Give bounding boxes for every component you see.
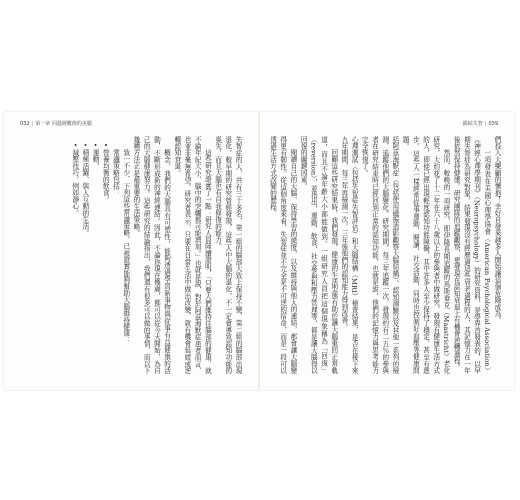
strategy-list: [70, 136, 111, 374]
right-page-body: [268, 136, 502, 374]
paragraph: 這些研究證實了一點：研究人員陸續證明，「只要人們維持住腦部的健康，就不論年紀大小，腦中的突觸都可能增加。」也就是說，對於阿茲海默症患者而言，也並非毫無希望。研究者表示，只要在日常生活中做出改變，就有機會延緩或逆轉認知衰退。: [172, 136, 212, 374]
right-page-header: [463, 120, 498, 127]
right-page: [259, 112, 514, 390]
left-page-body: [21, 136, 243, 374]
book-spread: [4, 112, 514, 390]
paragraph: 致一不少，下列這些常識策略，已被證實能夠幫助大腦維持健康：: [121, 149, 130, 344]
paragraph: 心理測試（包括失智症失智評估）和大腦結構（MRI）檢查結果，是否在接下來九年期間，每三年再檢測一次，三年後他們的認知能力得到改善。: [339, 136, 359, 374]
left-chapter-label: 第一章: [35, 121, 51, 127]
header-separator: |: [484, 121, 487, 127]
list-item: • 運動。: [90, 136, 100, 374]
right-page-number: 039: [488, 121, 498, 127]
paragraph: 失智症的人，共有三十多名，第一組的腦部大致上保持不變，第二組的腦部出現退化，較早期的研究曾經發現，這些人中大腦的退化，不一定會導致認知功能的喪失，而且大腦也有自我修復的能力。: [213, 136, 242, 374]
list-item: • 減壓技巧，例如靜心。: [70, 136, 80, 374]
paragraph: 回顧這些研究結果時，我們發現，健康的生活型態有助於讓大腦重回正常軌道，而且不論年齡大小都能做到。一組研究人員把這個現象稱為「回復」（reversion），並指出，運動、飲食、社交參與和壓力管理等，都是讓大腦得以回復的關鍵因素。: [299, 136, 338, 374]
list-item: • 營養均衡的飲食。: [100, 136, 110, 374]
list-intro: 常識策略包括：: [111, 149, 120, 197]
left-chapter-title: 同溫層數值的美麗: [51, 121, 92, 127]
left-page-header: [20, 120, 92, 127]
left-page-number: 032: [20, 121, 30, 127]
header-separator: |: [31, 121, 34, 127]
paragraph: 然而，較晚的一項研究，即伊隆長期追蹤的馬斯垂克（Maastricht）老化研究，大約花了十二年在六十八歲以上的參與者中做研究，發現有健康生活方式的人，即便已經出現輕度認知功能障礙，其中許多人至少保持了穩定，甚至有進步。這些人一樣經常從事運動、閱讀、社交活動，同時也控制好血壓等健康問題。: [401, 136, 450, 374]
right-book-title: 錯結失智: [462, 121, 483, 127]
paragraph: 括阿茲海默症（包括使用磁振造影觀察大腦結構）、認知測驗以及其他一系列的檢測，追蹤他們的大腦變化。研究期間，每三年追蹤一次，發現約有二五％的參與者在研究結束時已經回到正常的認知功能，也就是說，他們的記憶力與思考能力完全恢復了。: [360, 136, 399, 374]
paragraph: 一項發表在美國心理學協會（American Psychological Association）《神經心理學期刊》（Neuropsychology）的研究資料，是學界首發表的，以早期失智症為研究對象，結果發現沒有經歷過這些衰老過程的人，其記憶力在一年後依然保持健康。研究團隊的追蹤觀察，更發現在認知衰退上有機會逆轉過程。: [452, 136, 491, 374]
left-page: [4, 112, 259, 390]
paragraph: 閱讀自己的大腦、保持學習的態度，以及維持與他人的連結，都會讓大腦變得更有韌性。從這個角度來看，失智症並不完全是不可逆的宿命，而是一段可以透過生活方式改變的歷程。: [268, 136, 297, 374]
paragraph: 概念，我們的大腦具有可塑性，能夠透過學習新事物與從事有益健康的活動，不斷形成新的神經連結。因此，不論你現在幾歲，都可以從今天開始，為自己的大腦健康努力。這些研究的結論指出，我們還有很多可以做的事情，而以下幾種方法正是最重要的生活策略。: [131, 136, 171, 374]
list-item: • 積極活躍、與人互動的生活。: [80, 136, 90, 374]
paragraph: 們投入大樂顧的懷抱！幸好自發來越多人開始讓這個危險成為。: [493, 136, 501, 324]
